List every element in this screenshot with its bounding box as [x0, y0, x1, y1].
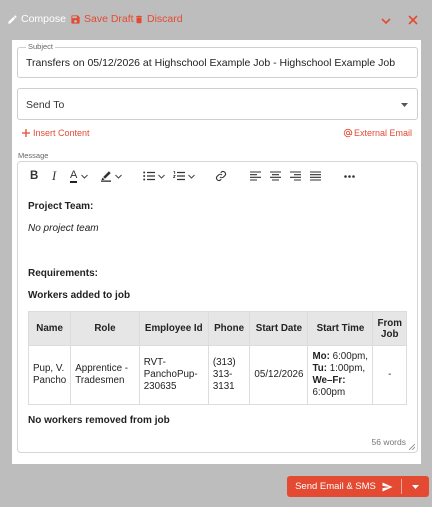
save-draft-button[interactable] — [70, 13, 134, 25]
discard-button[interactable] — [134, 13, 183, 25]
resize-handle-icon[interactable] — [409, 444, 415, 450]
close-button[interactable] — [408, 14, 418, 28]
more-horizontal-icon — [344, 175, 355, 178]
table-header-row — [29, 312, 407, 346]
employee-id-cell: RVT-PanchoPup-230635 — [139, 346, 208, 405]
insert-content-label: Insert Content — [33, 128, 90, 138]
start-time-cell — [308, 346, 373, 405]
start-time-value: 6:00pm — [312, 387, 346, 398]
align-right-button[interactable] — [290, 169, 301, 183]
external-email-link[interactable] — [343, 128, 412, 138]
caret-down-icon — [412, 485, 419, 489]
word-count: 56 words — [371, 437, 406, 447]
send-button-group — [287, 476, 429, 497]
link-icon — [215, 170, 227, 182]
plus-icon — [22, 129, 30, 137]
link-button[interactable] — [215, 169, 227, 183]
start-time-value: 1:00pm, — [329, 363, 366, 374]
start-date-cell: 05/12/2026 — [250, 346, 308, 405]
send-to-select[interactable] — [17, 88, 418, 120]
table-header-cell: Role — [71, 312, 140, 346]
table-header-cell: From Job — [373, 312, 407, 346]
start-time-day: Mo: — [312, 351, 330, 362]
send-options-button[interactable] — [402, 476, 429, 497]
collapse-button[interactable] — [381, 14, 391, 28]
external-email-label: External Email — [353, 128, 412, 138]
pencil-icon — [7, 14, 18, 25]
at-icon — [343, 128, 353, 138]
phone-cell: (313) 313-3131 — [208, 346, 250, 405]
message-editor[interactable] — [17, 161, 418, 453]
bold-icon: B — [30, 170, 39, 182]
table-header-cell: Phone — [208, 312, 250, 346]
from-job-cell: - — [373, 346, 407, 405]
table-row — [29, 346, 407, 405]
send-to-label: Send To — [26, 99, 65, 111]
chevron-down-icon — [158, 174, 165, 179]
close-icon — [408, 15, 418, 25]
justify-button[interactable] — [310, 169, 321, 183]
caret-down-icon — [401, 103, 408, 107]
subject-label: Subject — [28, 42, 54, 51]
editor-content[interactable] — [18, 191, 417, 436]
insert-content-link[interactable] — [22, 128, 90, 138]
highlighter-icon — [100, 170, 112, 182]
send-label: Send Email & SMS — [295, 481, 376, 492]
chevron-down-icon — [115, 174, 122, 179]
chevron-down-icon — [81, 174, 88, 179]
chevron-down-icon — [188, 174, 195, 179]
trash-icon — [134, 14, 144, 25]
align-left-icon — [250, 171, 261, 181]
bullet-list-button[interactable] — [143, 169, 165, 183]
workers-added-heading: Workers added to job — [28, 290, 131, 301]
more-options-button[interactable] — [344, 169, 355, 183]
align-right-icon — [290, 171, 301, 181]
chevron-down-icon — [381, 17, 391, 25]
align-center-button[interactable] — [270, 169, 281, 183]
text-color-icon: A — [70, 168, 78, 181]
italic-icon: I — [52, 168, 57, 183]
start-time-day: Tu: — [312, 363, 327, 374]
justify-icon — [310, 171, 321, 181]
subject-value[interactable]: Transfers on 05/12/2026 at Highschool Example Job - Highschool Example Job — [26, 57, 396, 69]
numbered-list-icon — [173, 171, 185, 181]
table-header-cell: Start Date — [250, 312, 308, 346]
send-icon — [382, 482, 393, 492]
highlight-button[interactable] — [100, 169, 122, 183]
save-icon — [70, 14, 81, 25]
compose-tab[interactable] — [7, 13, 66, 25]
italic-button[interactable] — [52, 169, 56, 183]
name-cell: Pup, V. Pancho — [29, 346, 71, 405]
editor-toolbar — [18, 162, 417, 190]
project-team-heading: Project Team: — [28, 201, 94, 212]
project-team-text: No project team — [28, 223, 99, 234]
subject-field[interactable] — [17, 42, 418, 78]
compose-label: Compose — [21, 13, 66, 25]
compose-header — [0, 0, 432, 40]
bold-button[interactable] — [30, 169, 38, 183]
save-draft-label: Save Draft — [84, 13, 134, 25]
start-time-day: We–Fr: — [312, 375, 346, 386]
text-color-button[interactable] — [70, 169, 88, 183]
compose-panel — [12, 40, 421, 464]
table-header-cell: Employee Id — [139, 312, 208, 346]
message-label: Message — [18, 151, 49, 160]
role-cell: Apprentice - Tradesmen — [71, 346, 140, 405]
workers-removed-heading: No workers removed from job — [28, 415, 170, 426]
table-header-cell: Name — [29, 312, 71, 346]
bullet-list-icon — [143, 171, 155, 181]
send-email-sms-button[interactable] — [287, 476, 401, 497]
table-header-cell: Start Time — [308, 312, 373, 346]
align-center-icon — [270, 171, 281, 181]
discard-label: Discard — [147, 13, 183, 25]
start-time-value: 6:00pm, — [332, 351, 369, 362]
numbered-list-button[interactable] — [173, 169, 195, 183]
workers-table — [28, 311, 407, 405]
requirements-heading: Requirements: — [28, 268, 99, 279]
align-left-button[interactable] — [250, 169, 261, 183]
